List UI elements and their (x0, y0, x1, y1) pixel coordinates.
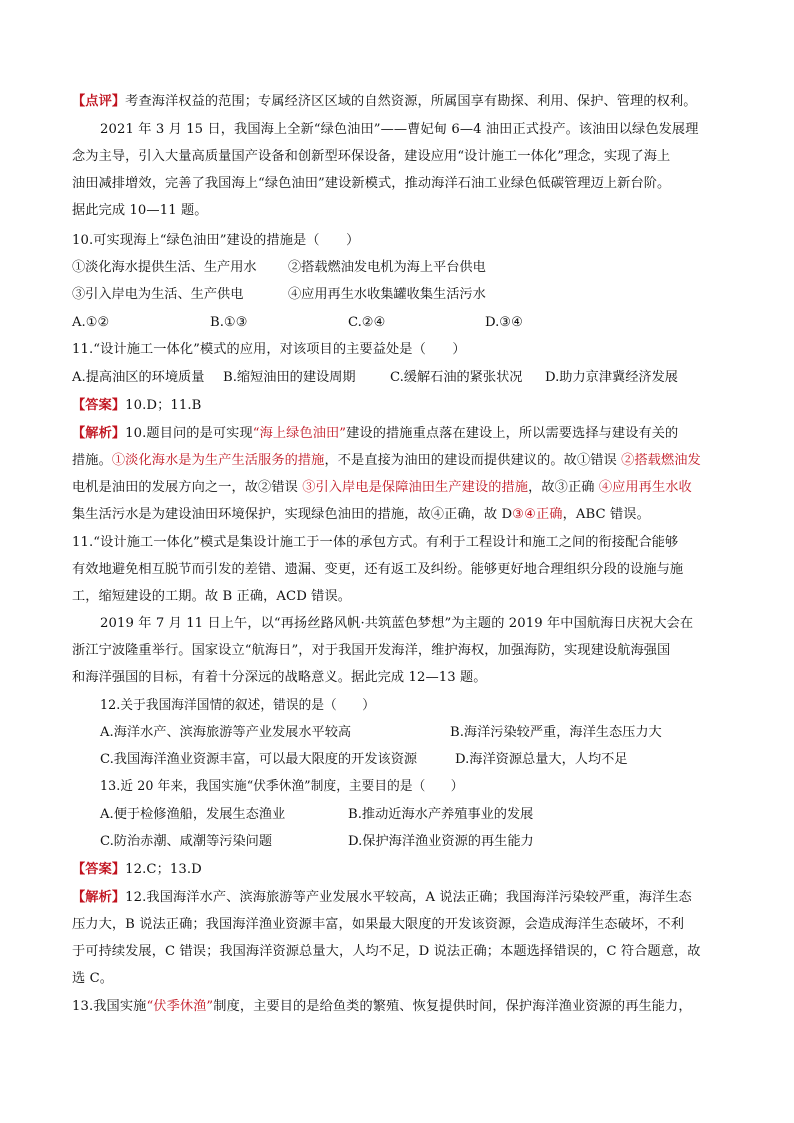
answer1-tag: 【答案】 (72, 398, 126, 413)
analysis1-text: 建设的措施重点落在建设上，所以需要选择与建设有关的 (346, 426, 679, 441)
analysis2-highlight: “伏季休渔” (146, 999, 214, 1014)
analysis1-highlight: ②搭载燃油发 (621, 453, 701, 468)
analysis2-text: 13.我国实施 (72, 999, 147, 1014)
analysis1-text: 10.题目问的是可实现 (125, 426, 253, 441)
answer1-text: 10.D；11.B (125, 398, 202, 413)
analysis2-tag: 【解析】 (72, 890, 126, 905)
analysis1-text: ，不是直接为油田的建设而提供建议的。故①错误 (324, 453, 622, 468)
analysis1-highlight: ③引入岸电是保障油田生产建设的措施 (302, 480, 529, 495)
analysis2-line-2: 压力大，B 说法正确；我国海洋渔业资源丰富，如果最大限度的开发该资源，会造成海洋生态破坏，不利 (72, 917, 685, 932)
passage2-line-3: 和海洋强国的目标，有着十分深远的战略意义。据此完成 12—13 题。 (72, 670, 487, 685)
analysis1-text: 电机是油田的发展方向之一 (72, 480, 232, 495)
q12-stem: 12.关于我国海洋国情的叙述，错误的是（ ） (100, 698, 375, 713)
analysis2-line-5 (72, 997, 732, 1017)
analysis2-text: 12.我国海洋水产、滨海旅游等产业发展水平较高，A 说法正确；我国海洋污染较严重，海洋生态 (125, 890, 692, 905)
q13-stem: 13.近 20 年来，我国实施“伏季休渔”制度，主要目的是（ ） (100, 779, 464, 794)
q11-option-c: C.缓解石油的紧张状况 (390, 370, 523, 385)
q11-stem: 11.“设计施工一体化”模式的应用，对该项目的主要益处是（ ） (72, 342, 466, 357)
analysis1-line-2 (72, 451, 732, 471)
analysis1-text: ，故③正确 (528, 480, 599, 495)
q11-option-a: A.提高油区的环境质量 (72, 370, 205, 385)
q13-option-b: B.推动近海水产养殖事业的发展 (348, 807, 534, 822)
q13-option-a: A.便于检修渔船，发展生态渔业 (100, 807, 286, 822)
q10-item-2: ②搭载燃油发电机为海上平台供电 (288, 260, 486, 275)
analysis2-line-1 (72, 888, 732, 908)
q10-option-b: B.①③ (210, 315, 248, 330)
q11-option-b: B.缩短油田的建设周期 (223, 370, 356, 385)
analysis1-text: ，ABC 错误。 (562, 507, 650, 522)
analysis1-highlight: “海上绿色油田” (252, 426, 347, 441)
analysis1-highlight: ③④正确 (512, 507, 563, 522)
passage2-line-2: 浙江宁波隆重举行。国家设立“航海日”，对于我国开发海洋，维护海权，加强海防，实现建设航海强国 (72, 643, 671, 658)
analysis1-tag: 【解析】 (72, 426, 126, 441)
analysis1-line-4 (72, 505, 732, 525)
q10-item-1: ①淡化海水提供生活、生产用水 (72, 260, 257, 275)
answer2-text: 12.C；13.D (125, 862, 202, 877)
q10-option-a: A.①② (72, 315, 110, 330)
analysis1-line-5: 11.“设计施工一体化”模式是集设计施工于一体的承包方式。有利于工程设计和施工之间的衔接配合能够 (72, 535, 679, 550)
q12-option-d: D.海洋资源总量大，人均不足 (455, 752, 628, 767)
answer1-line (72, 396, 732, 416)
q12-option-b: B.海洋污染较严重，海洋生态压力大 (450, 725, 662, 740)
analysis2-text: 制度，主要目的是给鱼类的繁殖、恢复提供时间，保护海洋渔业资源的再生能力， (213, 999, 692, 1014)
analysis1-line-7: 工，缩短建设的工期。故 B 正确，ACD 错误。 (72, 589, 352, 604)
answer2-line (72, 860, 732, 880)
q10-option-c: C.②④ (348, 315, 386, 330)
analysis1-line-6: 有效地避免相互脱节而引发的差错、遗漏、变更，还有返工及纠纷。能够更好地合理组织分段的设施与施 (72, 562, 684, 577)
comment-line (72, 92, 732, 112)
passage1-line-3: 油田减排增效，完善了我国海上“绿色油田”建设新模式，推动海洋石油工业绿色低碳管理迈上新台阶。 (72, 176, 671, 191)
analysis1-line-3 (72, 478, 732, 498)
q13-option-c: C.防治赤潮、咸潮等污染问题 (100, 834, 273, 849)
analysis1-text: ，故②错误 (231, 480, 303, 495)
analysis1-highlight: ①淡化海水是为生产生活服务的措施 (111, 453, 325, 468)
analysis1-text: ，故④正确，故 D (404, 507, 513, 522)
analysis2-line-4: 选 C。 (72, 971, 114, 986)
passage2-line-1: 2019 年 7 月 11 日上午，以“再扬丝路风帆·共筑蓝色梦想”为主题的 2019 年中国航海日庆祝大会在 (100, 616, 694, 631)
q11-option-d: D.助力京津冀经济发展 (545, 370, 678, 385)
analysis1-text: 集生活污水是为建设油田环境保护，实现绿色油田的措施 (72, 507, 405, 522)
comment-tag: 【点评】 (72, 94, 126, 109)
q12-option-c: C.我国海洋渔业资源丰富，可以最大限度的开发该资源 (100, 752, 418, 767)
answer2-tag: 【答案】 (72, 862, 126, 877)
q10-item-3: ③引入岸电为生活、生产供电 (72, 287, 244, 302)
q10-stem: 10.可实现海上“绿色油田”建设的措施是（ ） (72, 233, 360, 248)
passage1-line-2: 念为主导，引入大量高质量国产设备和创新型环保设备，建设应用“设计施工一体化”理念，实现了海上 (72, 149, 671, 164)
q12-option-a: A.海洋水产、滨海旅游等产业发展水平较高 (100, 725, 352, 740)
q10-item-4: ④应用再生水收集罐收集生活污水 (288, 287, 486, 302)
analysis1-text: 措施。 (72, 453, 112, 468)
analysis1-highlight: ④应用再生水收 (598, 480, 692, 495)
q13-option-d: D.保护海洋渔业资源的再生能力 (348, 834, 534, 849)
comment-text: 考查海洋权益的范围；专属经济区区域的自然资源，所属国享有勘探、利用、保护、管理的权利。 (125, 94, 697, 109)
passage1-line-1: 2021 年 3 月 15 日，我国海上全新“绿色油田”——曹妃甸 6—4 油田正式投产。该油田以绿色发展理 (100, 122, 699, 137)
analysis2-line-3: 于可持续发展，C 错误；我国海洋资源总量大，人均不足，D 说法正确；本题选择错误的，C 符合题意，故 (72, 944, 701, 959)
q10-option-d: D.③④ (485, 315, 523, 330)
passage1-line-4: 据此完成 10—11 题。 (72, 203, 208, 218)
analysis1-line-1 (72, 424, 732, 444)
